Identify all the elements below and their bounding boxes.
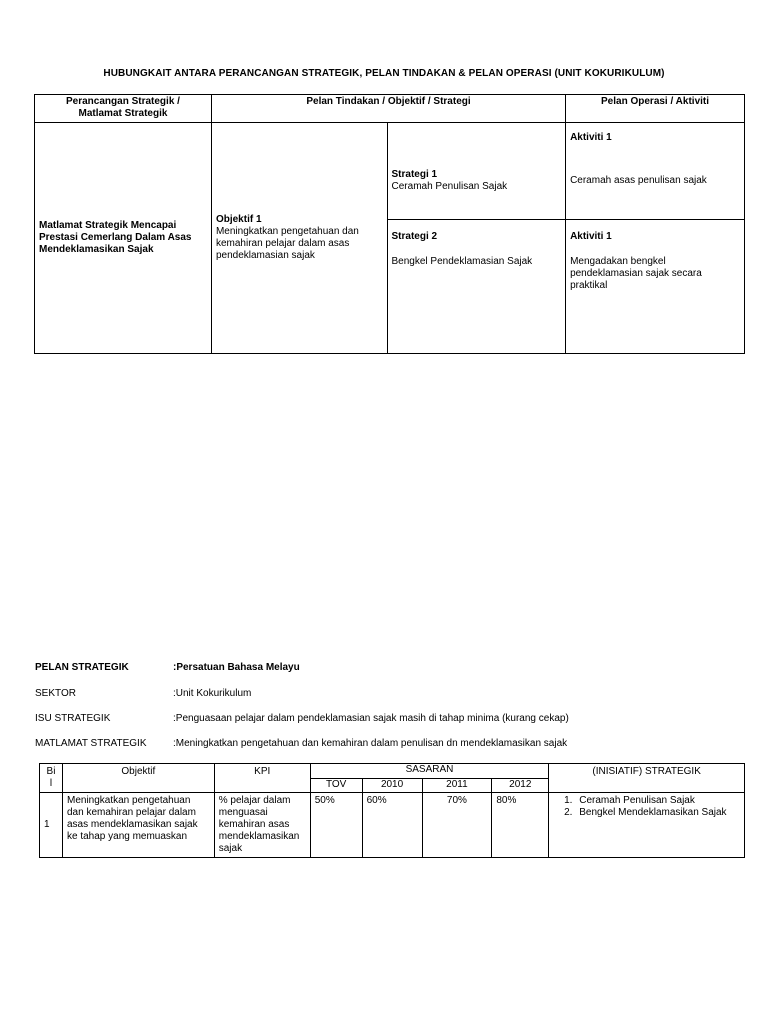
- aktiviti2-cell: [566, 220, 745, 354]
- strategic-plan-table: [34, 94, 745, 354]
- table-header-row: [40, 764, 745, 779]
- objektif-cell: [211, 123, 387, 354]
- aktiviti2-text: Mengadakan bengkel pendeklamasian sajak secara praktikal: [570, 256, 702, 291]
- inisiatif-list: [553, 795, 740, 819]
- table-row: [40, 793, 745, 858]
- info-key: ISU STRATEGIK: [35, 713, 111, 724]
- header-sasaran: SASARAN: [310, 764, 549, 779]
- header-perancangan: Perancangan Strategik / Matlamat Strategik: [35, 95, 212, 123]
- objektif-title: Objektif 1: [215, 214, 262, 225]
- aktiviti1-text: Ceramah asas penulisan sajak: [570, 175, 707, 186]
- header-kpi: KPI: [214, 764, 310, 793]
- cell-objektif: Meningkatkan pengetahuan dan kemahiran pelajar dalam asas mendeklamasikan sajak ke tahap yang memuaskan: [62, 793, 214, 858]
- header-2011: 2011: [422, 778, 492, 793]
- aktiviti2-title: Aktiviti 1: [570, 231, 612, 242]
- aktiviti1-title: Aktiviti 1: [570, 132, 612, 143]
- table-row: [35, 123, 745, 220]
- matlamat-cell: [35, 123, 212, 354]
- info-key: MATLAMAT STRATEGIK: [35, 738, 147, 749]
- header-tov: TOV: [310, 778, 362, 793]
- objektif-text: Meningkatkan pengetahuan dan kemahiran pelajar dalam asas pendeklamasian sajak: [215, 226, 359, 261]
- header-pelan-operasi: Pelan Operasi / Aktiviti: [566, 95, 745, 123]
- cell-bil: 1: [40, 793, 63, 858]
- info-value: :Penguasaan pelajar dalam pendeklamasian sajak masih di tahap minima (kurang cekap): [173, 713, 569, 724]
- strategi1-title: Strategi 1: [391, 169, 438, 180]
- cell-2010: 60%: [362, 793, 422, 858]
- info-value: :Unit Kokurikulum: [173, 688, 252, 699]
- table-header-row: [35, 95, 745, 123]
- header-bil: Bi l: [40, 764, 63, 793]
- info-key: SEKTOR: [35, 688, 76, 699]
- cell-2012: 80%: [492, 793, 549, 858]
- cell-tov: 50%: [310, 793, 362, 858]
- list-item: 2. Bengkel Mendeklamasikan Sajak: [575, 807, 740, 819]
- info-value: :Persatuan Bahasa Melayu: [173, 662, 300, 673]
- header-inisiatif: (INISIATIF) STRATEGIK: [549, 764, 745, 793]
- document-title: HUBUNGKAIT ANTARA PERANCANGAN STRATEGIK, PELAN TINDAKAN & PELAN OPERASI (UNIT KOKURIKULUM): [103, 68, 665, 79]
- strategi1-text: Ceramah Penulisan Sajak: [391, 181, 508, 192]
- list-item: 1. Ceramah Penulisan Sajak: [575, 795, 740, 807]
- cell-2011: 70%: [422, 793, 492, 858]
- cell-kpi: % pelajar dalam menguasai kemahiran asas mendeklamasikan sajak: [214, 793, 310, 858]
- aktiviti1-cell: [566, 123, 745, 220]
- header-2010: 2010: [362, 778, 422, 793]
- strategi1-cell: [387, 123, 566, 220]
- cell-inisiatif: [549, 793, 745, 858]
- header-objektif: Objektif: [62, 764, 214, 793]
- strategi2-title: Strategi 2: [391, 231, 438, 242]
- kpi-table: [39, 763, 745, 858]
- header-2012: 2012: [492, 778, 549, 793]
- info-value: :Meningkatkan pengetahuan dan kemahiran dalam penulisan dn mendeklamasikan sajak: [173, 738, 568, 749]
- matlamat-text: Matlamat Strategik Mencapai Prestasi Cemerlang Dalam Asas Mendeklamasikan Sajak: [39, 220, 192, 255]
- header-pelan-tindakan: Pelan Tindakan / Objektif / Strategi: [211, 95, 565, 123]
- strategi2-text: Bengkel Pendeklamasian Sajak: [391, 256, 533, 267]
- info-key: PELAN STRATEGIK: [35, 662, 129, 673]
- strategi2-cell: [387, 220, 566, 354]
